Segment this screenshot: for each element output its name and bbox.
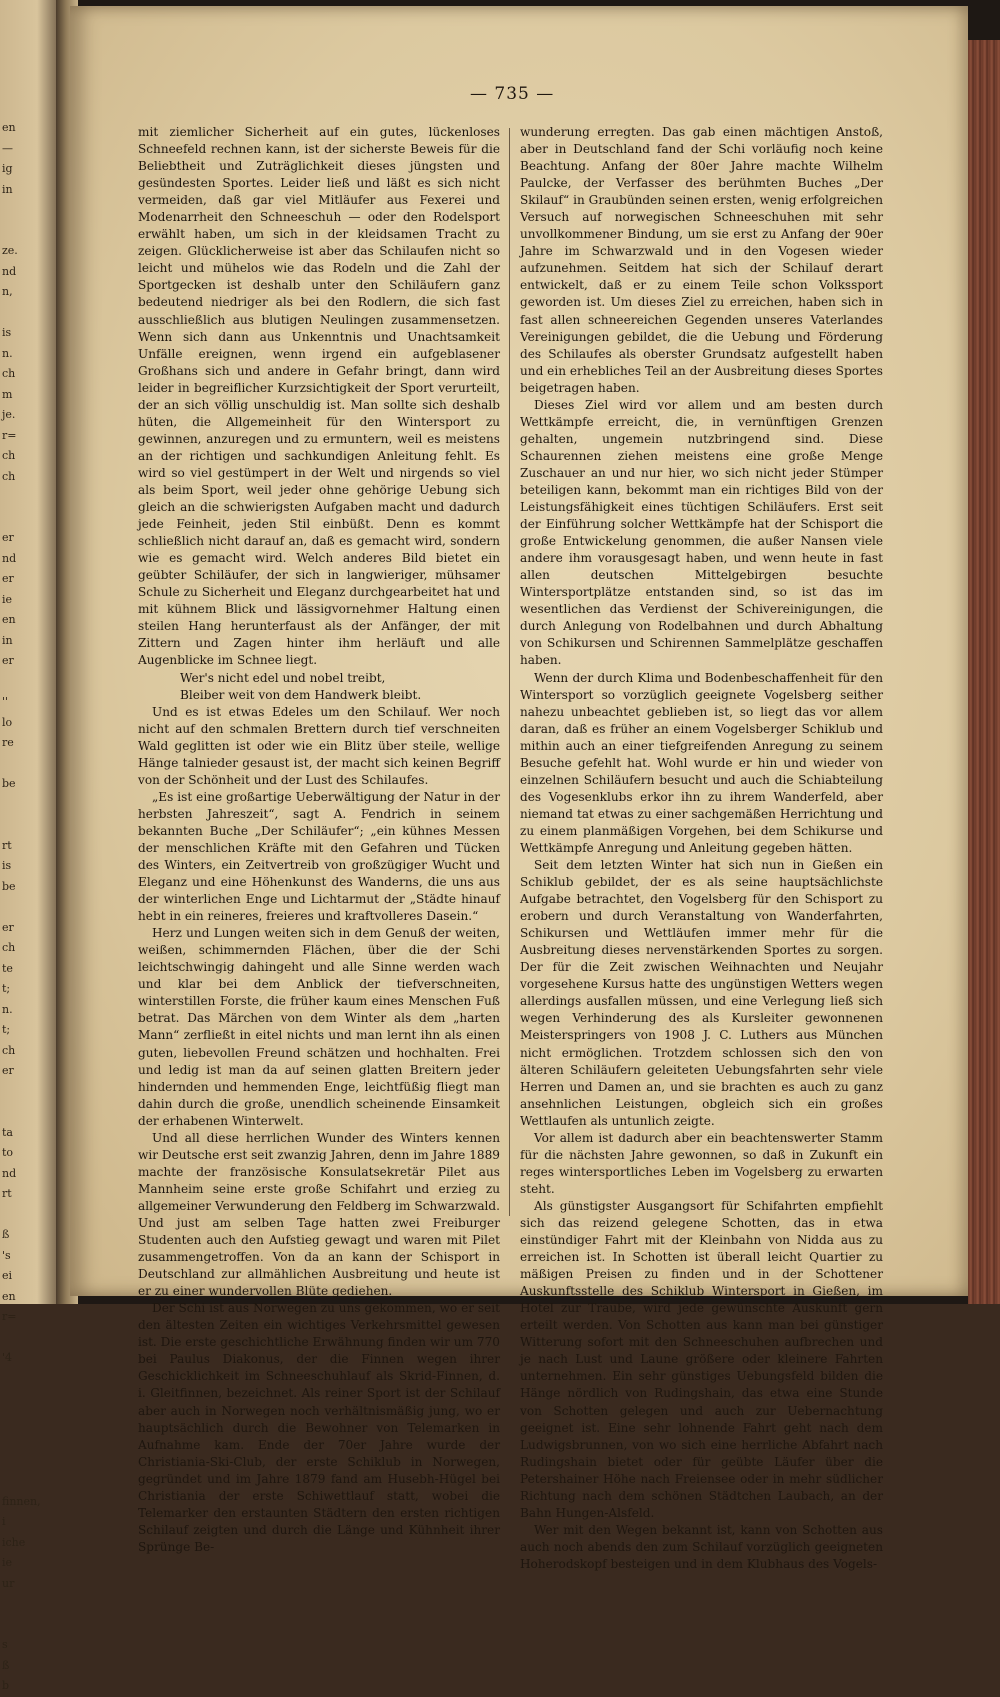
margin-fragment: [2, 200, 42, 221]
margin-fragment: '4: [2, 1351, 13, 1364]
margin-fragment: m: [2, 387, 13, 401]
margin-fragment: [2, 221, 42, 242]
margin-fragment: [2, 1410, 42, 1431]
margin-fragment: iche: [2, 1535, 26, 1549]
paragraph: Und all diese herrlichen Wunder des Winters kennen wir Deutsche erst seit zwanzig Jahren, denn im Jahre 1889 machte der französische Konsulatsekretär Pilet aus Mannheim seine erste große Schifahrt und erzieg zu allgemeiner Verwunderung den Feldberg im Schwarzwald. Und just am selben Tage hatten zwei Freiburger Studenten auch den Aufstieg gewagt und waren mit Pilet zusammengetroffen. Von da an kann der Schisport in Deutschland zur allmählichen Ausbreitung und heute ist er zu einer wundervollen Blüte gediehen.: [138, 1130, 500, 1299]
margin-fragment: [2, 303, 42, 324]
margin-fragment: ch: [2, 469, 16, 483]
margin-fragment: in: [2, 633, 13, 647]
margin-fragment: ze.: [2, 244, 18, 257]
left-page-edge: [0, 0, 62, 1692]
margin-fragment: [2, 487, 42, 508]
margin-fragment: [2, 1102, 42, 1123]
margin-fragment: re: [2, 736, 14, 749]
margin-fragment: nd: [2, 551, 17, 565]
margin-fragment: ur: [2, 1576, 15, 1590]
text-column-right: [520, 124, 883, 1573]
paragraph: mit ziemlicher Sicherheit auf ein gutes, lückenloses Schneefeld rechnen kann, ist der sicherste Beweis für die Beliebtheit und Zuträglichkeit dieses jüngsten und gesündesten Sportes. Leider ließ und läßt es sich nicht vermeiden, daß gar viel Mitläufer aus Fexerei und Modenarrheit den Schneeschuh — oder den Rodelsport erwählt haben, um sich in der kleidsamen Tracht zu zeigen. Glücklicherweise ist aber das Schilaufen nicht so leicht und mühelos wie das Rodeln und die Zahl der Sportgecken ist deshalb unter den Schiläufern ganz bedeutend niedriger als bei den Rodlern, die sich fast ausschließlich aus blutigen Neulingen zusammensetzen. Wenn sich dann aus Unkenntnis und Unachtsamkeit Unfälle ereignen, wenn irgend ein aufgeblasener Großhans sich und andere in Gefahr bringt, dann wird leider in begreiflicher Kurzsichtigkeit der Sport verurteilt, der an sich völlig unschuldig ist. Man sollte sich deshalb hüten, die Allgemeinheit für den Wintersport zu gewinnen, anzuregen und zu ermuntern, weil es meistens an der richtigen und sachkundigen Anleitung fehlt. Es wird so viel gestümpert in der Welt und nirgends so viel als beim Sport, weil jeder ohne gehörige Uebung sich gleich an die schwierigsten Aufgaben macht und dadurch jede Feinheit, jeden Stil einbüßt. Denn es kommt schließlich nicht darauf an, daß es gemacht wird, sondern wie es gemacht wird. Welch anderes Bild bietet ein geübter Schiläufer, der sich in langwieriger, mühsamer Schule zu Sicherheit und Eleganz durchgearbeitet hat und mit kühnem Blick und lässigvornehmer Haltung einen steilen Hang herunterfaust als der Anfänger, der mit Zittern und Zagen hinter ihm herläuft und alle Augenblicke im Schnee liegt.: [138, 125, 500, 668]
margin-fragment: lo: [2, 715, 13, 729]
margin-fragment: [2, 897, 42, 918]
margin-fragment: nd: [2, 264, 17, 278]
paragraph: Der Schi ist aus Norwegen zu uns gekommen, wo er seit den ältesten Zeiten ein wichtiges Verkehrsmittel gewesen ist. Die erste geschichtliche Erwähnung finden wir um 770 bei Paulus Diakonus, der die Finnen wegen ihrer Geschicklichkeit im Schneeschuhlauf als Skrid-Finnen, d. i. Gleitfinnen, bezeichnet. Als reiner Sport ist der Schilauf aber auch in Norwegen noch verhältnismäßig jung, wo er hauptsächlich durch die Bewohner von Telemarken in Aufnahme kam. Ende der 70er Jahre wurde der Christiania-Ski-Club, der erste Schiklub in Norwegen, gegründet und im Jahre 1879 fand am Husebh-Hügel bei Christiania der erste Schiwettlauf statt, wobei die Telemarker den erstaunten Städtern den ersten richtigen Schilauf zeigten und durch die Länge und Kühnheit ihrer Sprünge Be-: [138, 1301, 500, 1554]
margin-fragment: i: [2, 1515, 6, 1528]
margin-fragment: b: [2, 1679, 10, 1692]
paragraph: Bleiber weit von dem Handwerk bleibt.: [180, 687, 422, 702]
margin-fragment: nd: [2, 1166, 17, 1180]
paragraph: Wer mit den Wegen bekannt ist, kann von Schotten aus auch noch abends den zum Schilauf vorzüglich geeigneten Hoherodskopf besteigen und in dem Klubhaus des Vogels-: [520, 1522, 883, 1571]
margin-fragment: [2, 1471, 42, 1492]
margin-fragment: er: [2, 920, 14, 934]
margin-fragment: rt: [2, 1187, 12, 1200]
margin-fragment: r=: [2, 428, 17, 442]
paragraph: Dieses Ziel wird vor allem und am besten durch Wettkämpfe erreicht, die, in vernünftigen Grenzen gehalten, ungemein nutzbringend sind. Diese Schaurennen ziehen meistens eine große Menge Zuschauer an und nur hier, wo sich nicht jeder Stümper beteiligen kann, bekommt man ein richtiges Bild von der Leistungsfähigkeit eines tüchtigen Schiläufers. Erst seit der Einführung solcher Wettkämpfe hat der Schisport die große Entwickelung genommen, die außer Nansen viele andere ihm vorausgesagt haben, und wenn heute in fast allen deutschen Mittelgebirgen besuchte Wintersportplätze entstanden sind, so ist das im wesentlichen das Verdienst der Schivereinigungen, die durch Anlegung von Rodelbahnen und durch Abhaltung von Schikursen und Schirennen Sammelplätze geschaffen haben.: [520, 397, 883, 668]
margin-fragment: er: [2, 1064, 14, 1077]
paragraph: Als günstigster Ausgangsort für Schifahrten empfiehlt sich das reizend gelegene Schotten, das in etwa einstündiger Fahrt mit der Kleinbahn von Nidda aus zu erreichen ist. In Schotten ist überall leicht Quartier zu mäßigen Preisen zu finden und in der Schottener Auskunftsstelle des Schiklub Wintersport in Gießen, im Hotel zur Traube, wird jede gewünschte Auskunft gern erteilt werden. Von Schotten aus kann man bei günstiger Witterung sofort mit den Schneeschuhen aufbrechen und je nach Lust und Laune größere oder kleinere Fahrten unternehmen. Ein sehr günstiges Uebungsfeld bilden die Hänge nördlich von Rudingshain, das etwa eine Stunde von Schotten gelegen und auch zur Uebernachtung geeignet ist. Eine sehr lohnende Fahrt geht nach dem Ludwigsbrunnen, von wo sich eine herrliche Abfahrt nach Rudingshain bietet oder für geübte Läufer über die Petershainer Höhe nach Freiensee oder in mehr südlicher Richtung nach dem schönen Städtchen Laubach, an der Bahn Hungen-Alsfeld.: [520, 1198, 883, 1520]
margin-fragment: be: [2, 777, 16, 790]
margin-fragment: [2, 1615, 42, 1636]
paragraph: Wenn der durch Klima und Bodenbeschaffenheit für den Wintersport so vorzüglich geeignete Vogelsberg seither nahezu unbeachtet geblieben ist, so liegt das vor allem daran, daß es früher an einem Vogelsberger Schiklub und mithin auch an einer tiefgreifenden Anregung zu seinem Besuche gefehlt hat. Wohl wurde er hin und wieder von einzelnen Schiläufern besucht und auch die Schiabteilung des Vogesenklubs erkor ihn zu ihrem Wanderfeld, aber niemand tat etwas zu einer sachgemäßen Herrichtung und zu einem planmäßigen Vorgehen, bei dem Schikurse und Wettkämpfe Anregung und Anleitung gegeben hätten.: [520, 670, 883, 855]
left-margin-fragments: [0, 0, 42, 1697]
margin-fragment: ch: [2, 1043, 16, 1057]
margin-fragment: 's: [2, 1248, 11, 1262]
margin-fragment: ie: [2, 1556, 13, 1569]
margin-fragment: [2, 672, 42, 693]
margin-fragment: t;: [2, 982, 11, 995]
paragraph: Seit dem letzten Winter hat sich nun in Gießen ein Schiklub gebildet, der es als seine hauptsächlichste Aufgabe betrachtet, den Vogelsberg für den Schisport zu erobern und durch Veranstaltung von Wanderfahrten, Schikursen und Wettläufen immer mehr für die Ausbreitung dieses nervenstärkenden Sportes zu sorgen. Der für die Zeit zwischen Weihnachten und Neujahr vorgesehene Kursus hatte des ungünstigen Wetters wegen allerdings ausfallen müssen, und eine Verlegung ließ sich wegen Verhinderung des als Kursleiter gewonnenen Meisterspringers von 1908 J. C. Luthers aus München nicht ermöglichen. Trotzdem schlossen sich den von älteren Schiläufern geleiteten Uebungsfahrten sehr viele Herren und Damen an, und sie brachten es auch zu ganz ansehnlichen Leistungen, obgleich sich ein großes Wettlaufen als untunlich zeigte.: [520, 858, 883, 1128]
margin-fragment: '': [2, 695, 9, 708]
margin-fragment: en: [2, 1289, 16, 1303]
margin-fragment: [2, 754, 42, 775]
margin-fragment: —: [2, 141, 13, 155]
margin-fragment: je.: [2, 408, 16, 421]
margin-fragment: in: [2, 182, 13, 196]
margin-fragment: [2, 1594, 42, 1615]
margin-fragment: finnen,: [2, 1494, 41, 1508]
margin-fragment: t;: [2, 1023, 11, 1036]
margin-fragment: [2, 1205, 42, 1226]
margin-fragment: s: [2, 1638, 8, 1651]
margin-fragment: n,: [2, 285, 13, 298]
margin-fragment: [2, 815, 42, 836]
margin-fragment: ch: [2, 367, 16, 380]
margin-fragment: ie: [2, 592, 13, 606]
margin-fragment: is: [2, 326, 12, 339]
page-number: — 735 —: [470, 84, 555, 104]
paragraph: Wer's nicht edel und nobel treibt,: [180, 670, 386, 685]
margin-fragment: ch: [2, 941, 16, 954]
margin-fragment: [2, 795, 42, 816]
margin-fragment: rt: [2, 838, 12, 852]
margin-fragment: r=: [2, 1310, 17, 1323]
margin-fragment: er: [2, 654, 14, 667]
column-divider: [509, 128, 510, 1216]
paragraph: Und es ist etwas Edeles um den Schilauf. Wer noch nicht auf den schmalen Brettern durch tief verschneiten Wald geglitten ist oder wie ein Blitz über steile, wellige Hänge talnieder gesaust ist, der macht sich keinen Begriff von der Schönheit und der Lust des Schilaufes.: [138, 704, 500, 787]
margin-fragment: [2, 508, 42, 529]
margin-fragment: ei: [2, 1269, 13, 1282]
paragraph: Vor allem ist dadurch aber ein beachtenswerter Stamm für die nächsten Jahre gewonnen, so daß in Zukunft ein reges wintersportliches Leben im Vogelsberg zu erwarten steht.: [520, 1130, 883, 1196]
page-stack-edge: [968, 40, 1000, 1304]
margin-fragment: [2, 1082, 42, 1103]
margin-fragment: is: [2, 859, 12, 872]
margin-fragment: er: [2, 572, 14, 585]
text-column-left: [138, 124, 500, 1556]
paragraph: Herz und Lungen weiten sich in dem Genuß der weiten, weißen, schimmernden Flächen, über die der Schi leichtschwingig dahingeht und alle Sinne werden wach und klar bei dem Anblick der tiefverschneiten, winterstillen Forste, die früher kaum eines Menschen Fuß betrat. Das Märchen von dem Winter als dem „harten Mann“ zerfließt in eitel nichts und man lernt ihn als einen guten, liebevollen Freund schätzen und hochhalten. Frei und ledig ist man da auf seinen glatten Breitern jeder hindernden und hemmenden Enge, leichtfüßig fliegt man dahin durch die große, unendlich scheinende Einsamkeit der erhabenen Winterwelt.: [138, 926, 500, 1128]
margin-fragment: [2, 1369, 42, 1390]
margin-fragment: [2, 1430, 42, 1451]
margin-fragment: ta: [2, 1125, 13, 1139]
margin-fragment: n.: [2, 346, 13, 360]
margin-fragment: ß: [2, 1658, 10, 1672]
margin-fragment: te: [2, 961, 13, 975]
margin-fragment: en: [2, 121, 16, 134]
margin-fragment: [2, 1451, 42, 1472]
margin-fragment: to: [2, 1146, 14, 1159]
margin-fragment: [2, 1328, 42, 1349]
margin-fragment: [2, 1389, 42, 1410]
paragraph: „Es ist eine großartige Ueberwältigung der Natur in der herbsten Jahreszeit“, sagt A. Fendrich in seinem bekannten Buche „Der Schiläufer“; „ein kühnes Messen der menschlichen Kräfte mit den Gefahren und Tücken des Winters, ein Zeitvertreib von großzügiger Wucht und Eleganz und eine Höhenkunst des Wanderns, die uns aus der winterlichen Enge und Lichtarmut der „Städte hinauf hebt in ein reineres, freieres und kraftvolleres Dasein.“: [138, 789, 500, 924]
margin-fragment: er: [2, 531, 14, 544]
paragraph: wunderung erregten. Das gab einen mächtigen Anstoß, aber in Deutschland fand der Schi vorläufig noch keine Beachtung. Anfang der 80er Jahre machte Wilhelm Paulcke, der Verfasser des berühmten Buches „Der Skilauf“ in Graubünden seinen ersten, wenig erfolgreichen Versuch auf norwegischen Schneeschuhen mit sehr unvollkommener Bindung, um sie erst zu Anfang der 90er Jahre im Schwarzwald und in den Vogesen wieder aufzunehmen. Seitdem hat sich der Schilauf derart entwickelt, daß er zu einem Teile schon Volkssport geworden ist. Um dieses Ziel zu erreichen, haben sich in fast allen schneereichen Gegenden unseres Vaterlandes Vereinigungen gebildet, die die Uebung und Förderung des Schilaufes als oberster Grundsatz aufgestellt haben und ein erhebliches Teil an der Ausbreitung dieses Sportes beigetragen haben.: [520, 125, 883, 395]
margin-fragment: ch: [2, 449, 16, 462]
margin-fragment: n.: [2, 1002, 13, 1016]
margin-fragment: be: [2, 879, 16, 893]
margin-fragment: en: [2, 613, 16, 626]
margin-fragment: ig: [2, 162, 13, 175]
margin-fragment: ß: [2, 1228, 10, 1241]
